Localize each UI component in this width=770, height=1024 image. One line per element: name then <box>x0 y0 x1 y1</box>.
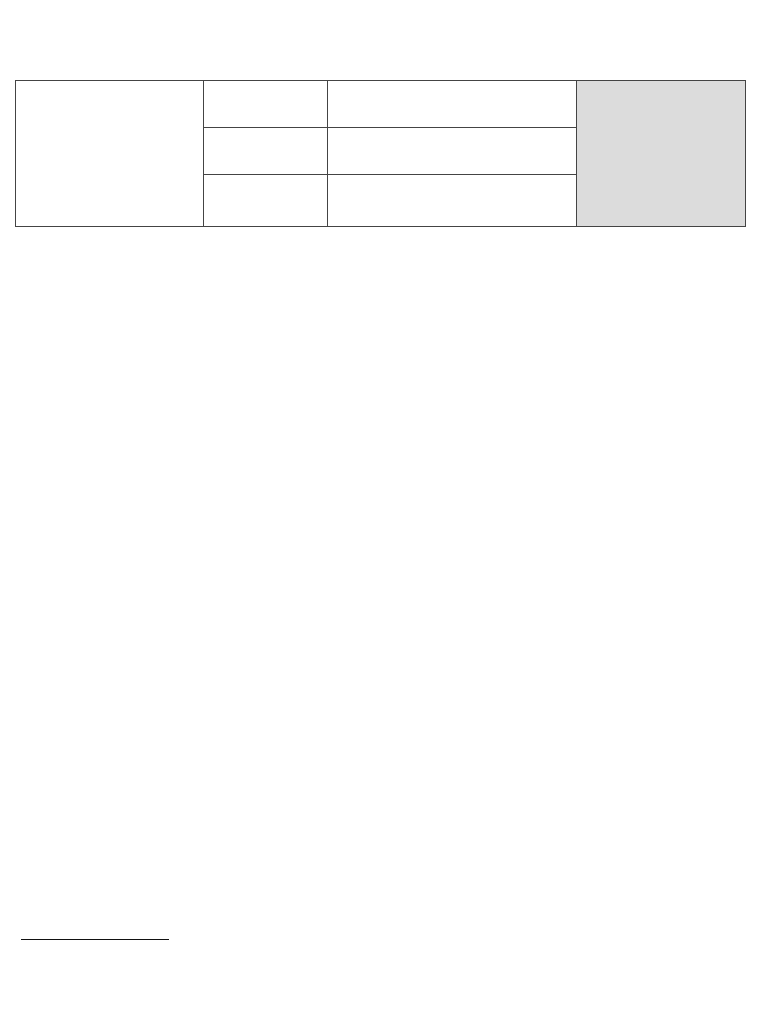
seller-name-field[interactable] <box>21 925 169 940</box>
amount-due-header <box>704 265 744 271</box>
seller-name-row <box>21 925 169 941</box>
